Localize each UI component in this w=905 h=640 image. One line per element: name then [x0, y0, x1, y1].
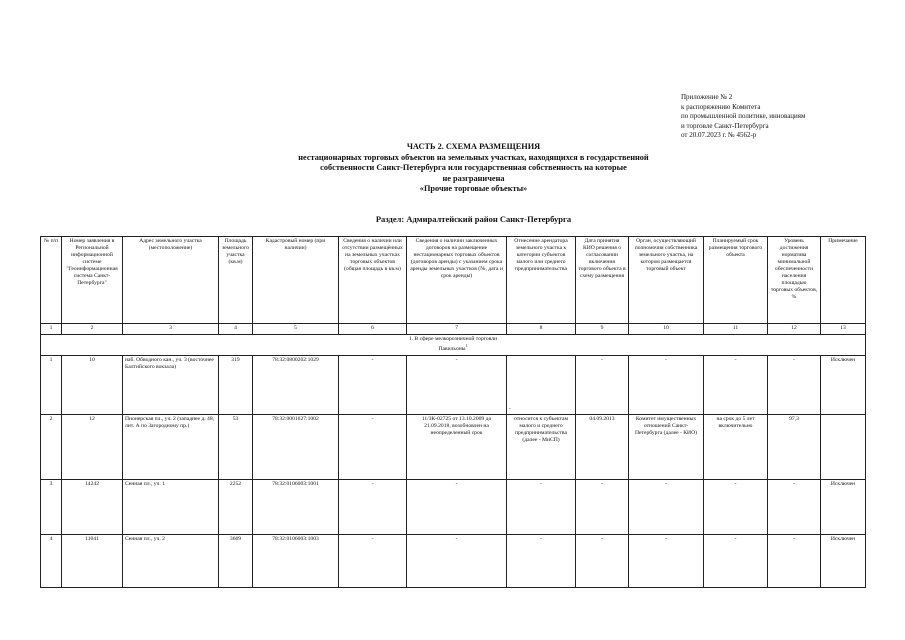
column-number: 10 — [629, 324, 704, 335]
area-cell: 319 — [219, 356, 253, 415]
term-cell: - — [704, 535, 768, 588]
appendix-line: от 20.07.2023 г. № 4562-р — [681, 131, 757, 140]
term-cell: - — [704, 480, 768, 535]
approval-date-cell: - — [576, 480, 629, 535]
cadastral-cell: 78:32:0001627:1002 — [253, 415, 339, 480]
row-number: 4 — [41, 535, 62, 588]
group-heading-row — [41, 335, 866, 356]
application-number: 11041 — [62, 535, 123, 588]
approval-date-cell: - — [576, 535, 629, 588]
appendix-line: и торговле Санкт-Петербурга — [681, 121, 769, 130]
existing-objects-cell: - — [339, 480, 407, 535]
address-cell: наб. Обводного кан., уч. 3 (восточнее Балтийского вокзала) — [123, 356, 219, 415]
table-row — [41, 480, 866, 535]
header-cell: Кадастровый номер (при наличии) — [253, 237, 339, 324]
header-cell: Площадь земельного участка (кв.м) — [219, 237, 253, 324]
note-cell: Исключен — [821, 535, 866, 588]
column-number: 2 — [62, 324, 123, 335]
address-cell: Пионерская пл., уч. 2 (западнее д. 48, лит. А по Загородному пр.) — [123, 415, 219, 480]
application-number: 10 — [62, 356, 123, 415]
column-number-row — [41, 324, 866, 335]
column-number: 12 — [768, 324, 821, 335]
note-cell: Исключен — [821, 356, 866, 415]
title-line: нестационарных торговых объектов на земельных участках, находящихся в государственной — [298, 152, 649, 162]
address-cell: Сенная пл., уч. 1 — [123, 480, 219, 535]
address-cell: Сенная пл., уч. 2 — [123, 535, 219, 588]
sme-cell — [507, 356, 576, 415]
application-number: 12 — [62, 415, 123, 480]
table-row — [41, 356, 866, 415]
authority-cell: - — [629, 480, 704, 535]
header-cell: № п/п — [41, 237, 62, 324]
section-heading: Раздел: Адмиралтейский район Санкт-Петербурга — [375, 214, 572, 224]
header-cell: Орган, осуществляющий полномочия собственника земельного участка, на котором размещается торговый объект — [629, 237, 704, 324]
group-subtitle-wrap — [43, 343, 863, 353]
header-cell: Планируемый срок размещения торгового объекта — [704, 237, 768, 324]
cadastral-cell: 78:32:0106003:1001 — [253, 480, 339, 535]
column-number: 13 — [821, 324, 866, 335]
header-row — [41, 237, 866, 324]
application-number: 14242 — [62, 480, 123, 535]
contracts-cell: - — [407, 356, 507, 415]
sme-cell: - — [507, 480, 576, 535]
sme-value: - — [509, 406, 511, 412]
level-cell: - — [768, 356, 821, 415]
cadastral-cell: 78:32:0106003:1003 — [253, 535, 339, 588]
column-number: 6 — [339, 324, 407, 335]
area-cell: 2252 — [219, 480, 253, 535]
area-cell: 3669 — [219, 535, 253, 588]
level-cell: 97,3 — [768, 415, 821, 480]
appendix-line: по промышленной политике, инновациям — [681, 112, 806, 121]
header-cell: Номер заявления в Региональной информационной системе "Геоинформационная система Санкт-Петербурга" — [62, 237, 123, 324]
column-number: 7 — [407, 324, 507, 335]
header-cell: Дата принятия КИО решения о согласовании включения торгового объекта в схему размещения — [576, 237, 629, 324]
header-cell: Примечание — [821, 237, 866, 324]
header-cell: Уровень достижения норматива минимальной обеспеченности населения площадью торговых объектов, % — [768, 237, 821, 324]
header-cell: Адрес земельного участка (местоположение) — [123, 237, 219, 324]
level-cell: - — [768, 480, 821, 535]
column-number: 1 — [41, 324, 62, 335]
contracts-cell: - — [407, 535, 507, 588]
table-row — [41, 535, 866, 588]
header-cell: Сведения о наличии или отсутствии размещённых на земельных участках торговых объектов (общая площадь в кв.м) — [339, 237, 407, 324]
term-cell: - — [704, 356, 768, 415]
sme-cell: - — [507, 535, 576, 588]
level-cell: - — [768, 535, 821, 588]
existing-objects-cell: - — [339, 415, 407, 480]
group-title: 1. В сфере мелкорозничной торговли — [408, 336, 498, 342]
header-cell: Отнесение арендатора земельного участка к категории субъектов малого или среднего предпринимательства — [507, 237, 576, 324]
term-cell: на срок до 5 лет включительно — [704, 415, 768, 480]
existing-objects-cell: - — [339, 535, 407, 588]
approval-date-cell: - — [576, 356, 629, 415]
header-cell: Сведения о наличии заключенных договоров на размещение нестационарных торговых объектов (договоров аренды) с указанием срока аренды земельных участков (№, дата и срок аренды) — [407, 237, 507, 324]
contracts-cell: 11/ЗК-02725 от 13.10.2009 до 21.09.2018, возобновлен на неопределенный срок — [407, 415, 507, 480]
title-line: собственности Санкт-Петербурга или государственная собственность на которые — [320, 163, 627, 173]
group-subtitle: Павильоны — [438, 346, 466, 352]
column-number: 8 — [507, 324, 576, 335]
placement-table — [40, 236, 866, 588]
appendix-line: Приложение № 2 — [681, 93, 733, 101]
contracts-cell: - — [407, 480, 507, 535]
title-line: не разграничена — [442, 173, 505, 183]
authority-cell: - — [629, 535, 704, 588]
note-cell — [821, 415, 866, 480]
group-heading — [41, 335, 866, 356]
row-number: 1 — [41, 356, 62, 415]
row-number: 2 — [41, 415, 62, 480]
column-number: 9 — [576, 324, 629, 335]
sme-cell: относится к субъектам малого и среднего предпринимательства (далее - МиСП) — [507, 415, 576, 480]
approval-date-cell: 04.09.2013 — [576, 415, 629, 480]
footnote-mark: 1 — [465, 343, 468, 349]
column-number: 11 — [704, 324, 768, 335]
row-number: 3 — [41, 480, 62, 535]
area-cell: 53 — [219, 415, 253, 480]
appendix-block — [681, 93, 896, 141]
title-line: «Прочие торговые объекты» — [419, 184, 528, 194]
authority-cell: - — [629, 356, 704, 415]
document-title — [170, 142, 777, 195]
existing-objects-cell: - — [339, 356, 407, 415]
table-row — [41, 415, 866, 480]
column-number: 5 — [253, 324, 339, 335]
column-number: 4 — [219, 324, 253, 335]
note-cell: Исключен — [821, 480, 866, 535]
column-number: 3 — [123, 324, 219, 335]
authority-cell: Комитет имущественных отношений Санкт-Петербурга (далее - КИО) — [629, 415, 704, 480]
title-line: ЧАСТЬ 2. СХЕМА РАЗМЕЩЕНИЯ — [406, 142, 541, 151]
cadastral-cell: 78:32:0800202:1029 — [253, 356, 339, 415]
appendix-line: к распоряжению Комитета — [681, 102, 761, 111]
